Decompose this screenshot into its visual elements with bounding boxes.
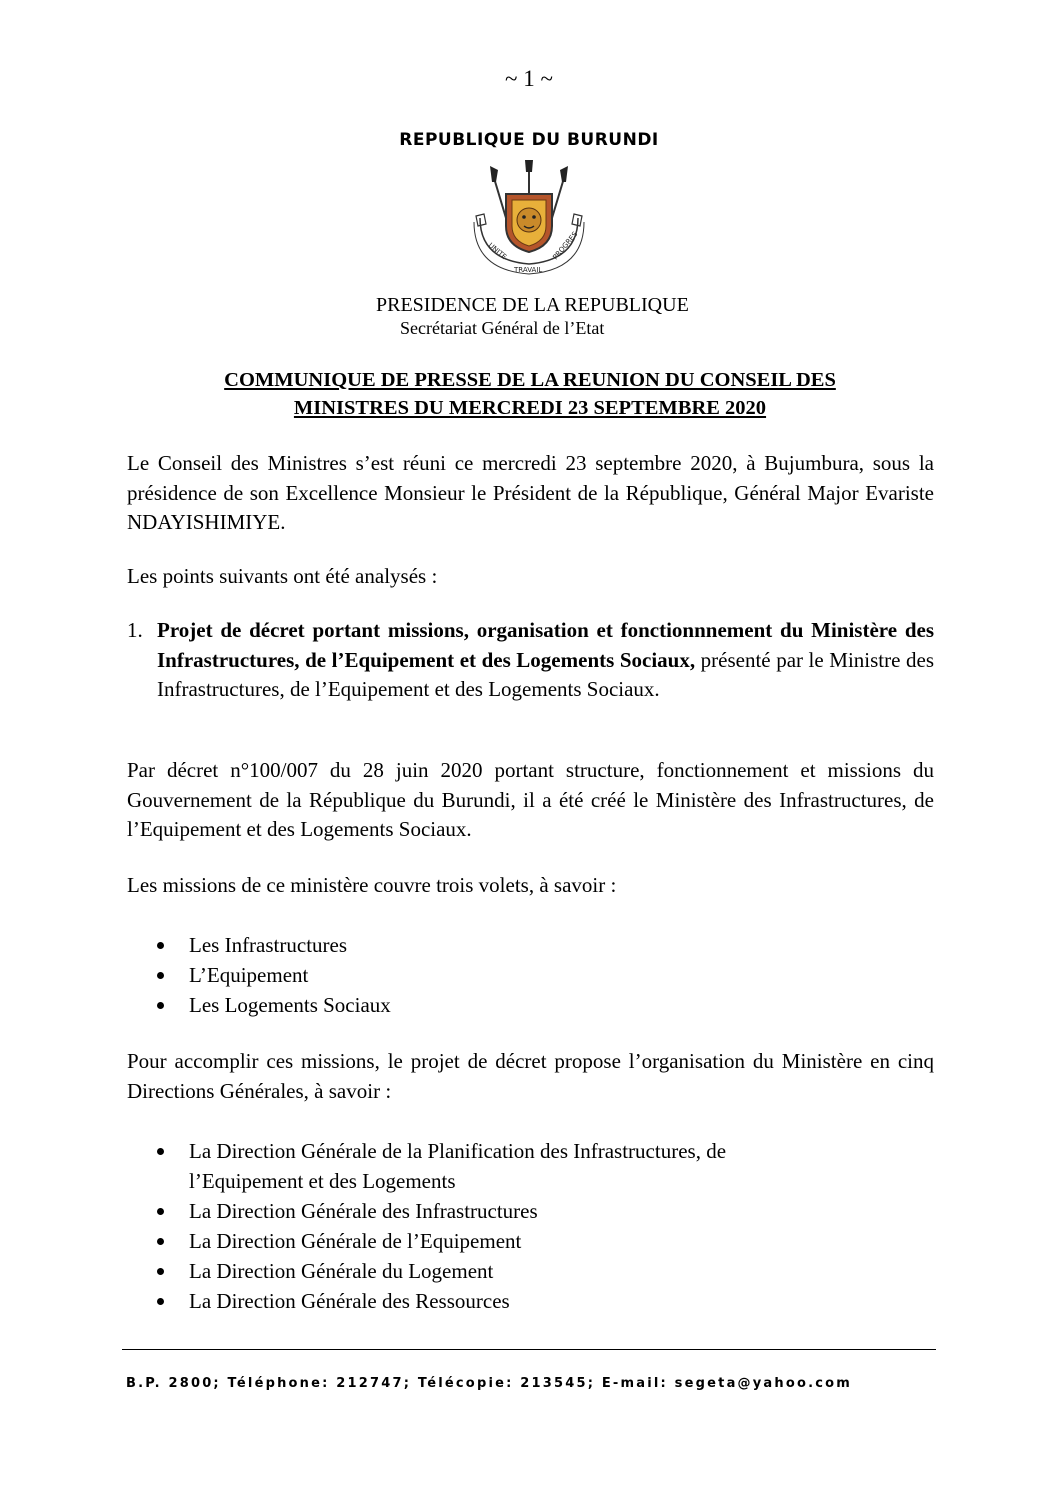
item-presenter: présenté par le Ministre des Infrastructures, de l’Equipement et des Logements Sociaux.: [157, 647, 934, 701]
decret-text: Par décret n°100/007 du 28 juin 2020 portant structure, fonctionnement et missions du Gouvernement de la République du Burundi, il a été créé le Ministère des Infrastructures, de l’Equipement et des Logements Sociaux.: [127, 758, 934, 841]
coat-of-arms-icon: [466, 160, 592, 288]
points-intro: [127, 562, 934, 592]
missions-intro-text: Les missions de ce ministère couvre trois volets, à savoir :: [127, 873, 617, 897]
footer-contact: B.P. 2800; Téléphone: 212747; Télécopie: 213545; E-mail: segeta@yahoo.com: [126, 1376, 853, 1391]
intro-paragraph: [127, 449, 934, 538]
title-line-1: COMMUNIQUE DE PRESSE DE LA REUNION DU CONSEIL DES: [224, 369, 836, 391]
intro-text: Le Conseil des Ministres s’est réuni ce mercredi 23 septembre 2020, à Bujumbura, sous la présidence de son Excellence Monsieur le Président de la République, Général Major Evariste NDAYISHIMIYE.: [127, 451, 934, 534]
list-item: La Direction Générale des Infrastructures: [155, 1196, 726, 1226]
item-number: 1.: [127, 618, 143, 642]
agenda-item-1: [127, 616, 934, 705]
list-item-continuation: l’Equipement et des Logements: [189, 1169, 456, 1193]
missions-list: [155, 930, 391, 1020]
bullet-icon: [157, 1238, 164, 1245]
list-item: Les Infrastructures: [155, 930, 391, 960]
motto-travail: TRAVAIL: [514, 266, 543, 274]
organisation-paragraph: [127, 1047, 934, 1106]
title-line-2: MINISTRES DU MERCREDI 23 SEPTEMBRE 2020: [293, 397, 767, 419]
bullet-icon: [157, 1148, 164, 1155]
page-number: ~ 1 ~: [505, 66, 553, 91]
points-intro-text: Les points suivants ont été analysés :: [127, 564, 438, 588]
list-item: La Direction Générale de l’Equipement: [155, 1226, 726, 1256]
bullet-icon: [157, 942, 164, 949]
list-item: Les Logements Sociaux: [155, 990, 391, 1020]
bullet-icon: [157, 1002, 164, 1009]
list-item: La Direction Générale des Ressources: [155, 1286, 726, 1316]
footer-divider: [122, 1349, 936, 1350]
bullet-icon: [157, 1268, 164, 1275]
office-heading: PRESIDENCE DE LA REPUBLIQUE: [376, 294, 689, 316]
item-bold-title: Projet de décret portant missions, organisation et fonctionnnement du Ministère des Infrastructures, de l’Equipement et des Logements Sociaux,: [157, 618, 934, 672]
sub-office-heading: Secrétariat Général de l’Etat: [400, 318, 605, 338]
list-item: L’Equipement: [155, 960, 391, 990]
item-body: [157, 616, 934, 705]
bullet-icon: [157, 1208, 164, 1215]
organisation-text: Pour accomplir ces missions, le projet de décret propose l’organisation du Ministère en cinq Directions Générales, à savoir :: [127, 1049, 934, 1103]
motto-progres: PROGRES: [551, 230, 580, 262]
document-title: [130, 366, 930, 422]
bullet-icon: [157, 1298, 164, 1305]
list-item: La Direction Générale du Logement: [155, 1256, 726, 1286]
motto-unite: UNITE: [486, 241, 509, 262]
bullet-icon: [157, 972, 164, 979]
decret-paragraph: [127, 756, 934, 845]
country-heading: REPUBLIQUE DU BURUNDI: [399, 130, 659, 150]
missions-intro: [127, 871, 934, 901]
directions-list: [155, 1136, 726, 1316]
list-item: La Direction Générale de la Planification des Infrastructures, de: [155, 1136, 726, 1166]
